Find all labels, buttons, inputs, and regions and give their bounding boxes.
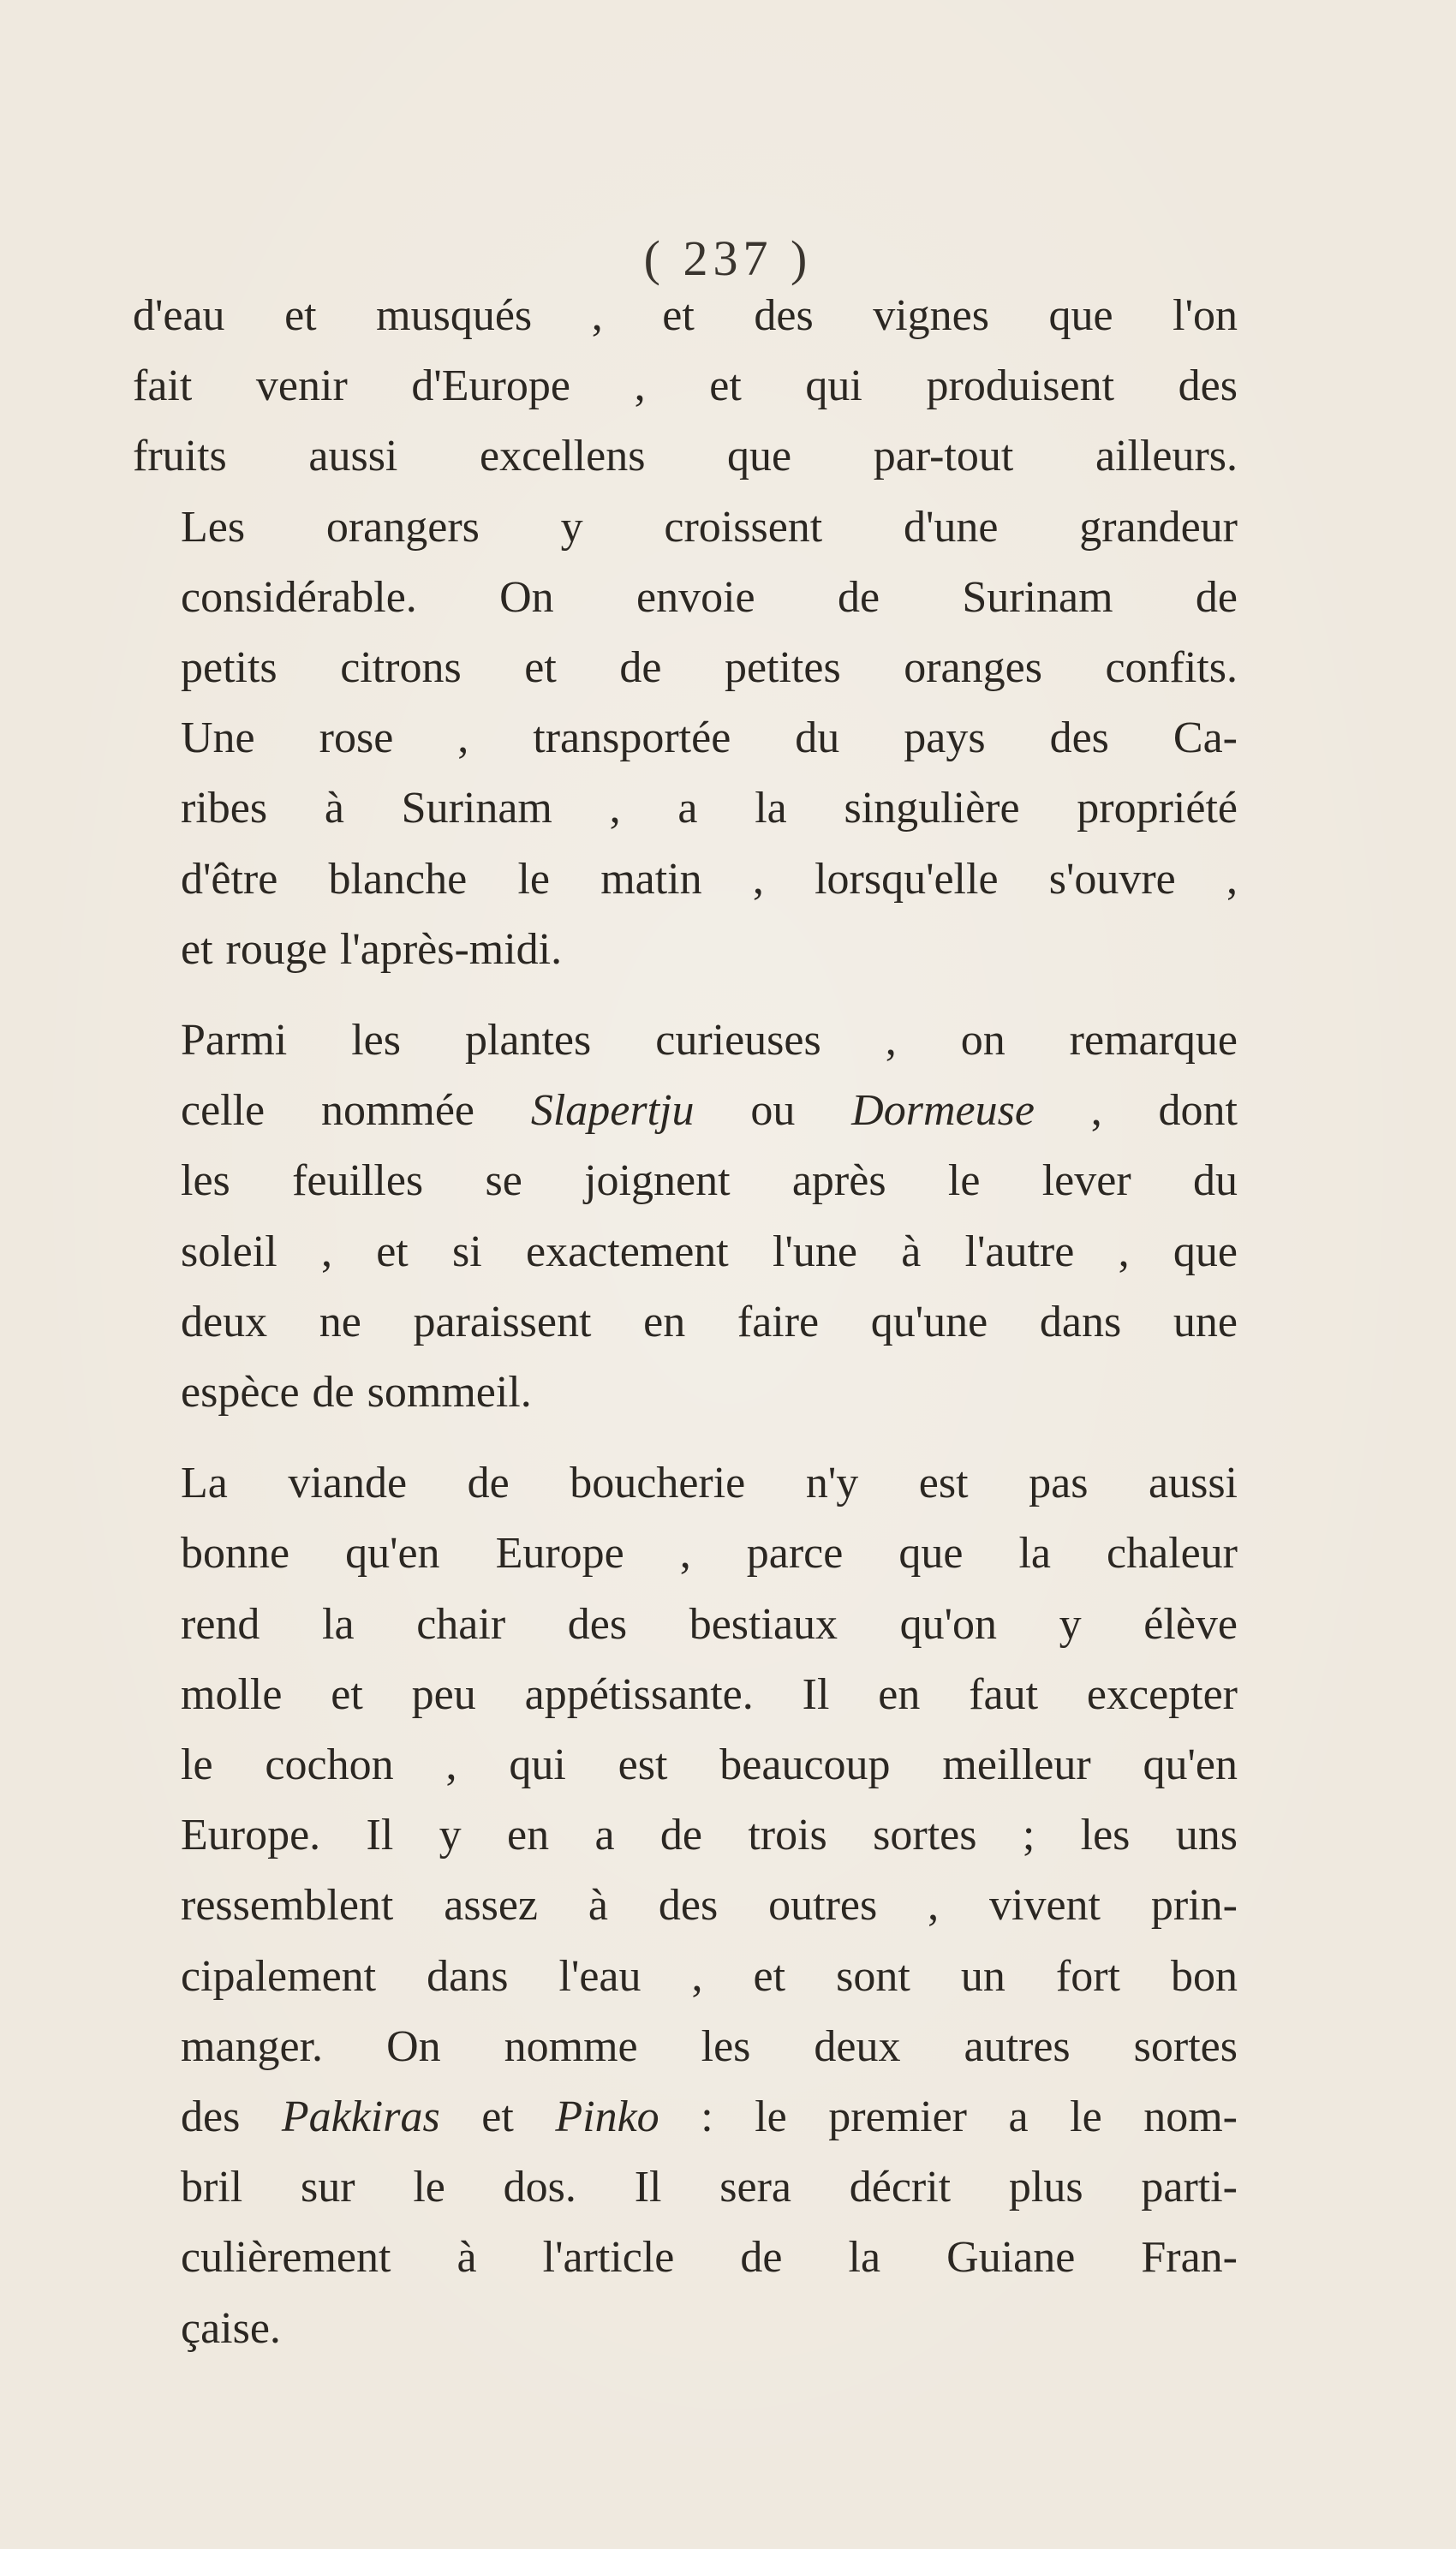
text-line: Europe. Il y en a de trois sortes ; les uns [181, 1811, 1238, 1860]
text-line: deux ne paraissent en faire qu'une dans une [181, 1297, 1238, 1346]
text-line: ribes à Surinam , a la singulière propriété [181, 784, 1238, 833]
text-line: d'être blanche le matin , lorsqu'elle s'ouvre , [181, 854, 1238, 904]
text-line [133, 1076, 1238, 1146]
text-run: : le premier a le nom- [659, 2092, 1238, 2142]
text-line: le cochon , qui est beaucoup meilleur qu'en [181, 1740, 1238, 1790]
text-line: petits citrons et de petites oranges confits. [181, 643, 1238, 693]
text-line: Parmi les plantes curieuses , on remarque [181, 1016, 1238, 1066]
italic-pig-name: Pakkiras [281, 2092, 440, 2142]
text-line: ressemblent assez à des outres , vivent prin- [181, 1881, 1238, 1931]
paragraph-3 [133, 703, 1238, 985]
text-line: fait venir d'Europe , et qui produisent des [133, 361, 1238, 411]
paragraph-4 [133, 1006, 1238, 1428]
text-line: manger. On nomme les deux autres sortes [181, 2021, 1238, 2071]
text-line: d'eau et musqués , et des vignes que l'on [133, 291, 1238, 340]
text-run: et [439, 2092, 556, 2142]
text-line: culièrement à l'article de la Guiane Fran- [181, 2233, 1238, 2283]
text-run: , dont [1034, 1086, 1238, 1136]
italic-plant-name: Dormeuse [851, 1086, 1035, 1136]
text-line: molle et peu appétissante. Il en faut excepter [181, 1669, 1238, 1719]
italic-plant-name: Slapertju [530, 1086, 695, 1136]
text-line: bril sur le dos. Il sera décrit plus parti- [181, 2163, 1238, 2212]
paragraph-1 [133, 281, 1238, 492]
text-line: bonne qu'en Europe , parce que la chaleur [181, 1529, 1238, 1579]
text-run: ou [694, 1086, 852, 1136]
text-line: considérable. On envoie de Surinam de [181, 572, 1238, 622]
text-line [133, 2082, 1238, 2152]
text-line: les feuilles se joignent après le lever du [181, 1156, 1238, 1206]
text-run: des [181, 2092, 282, 2142]
paragraph-5 [133, 1448, 1238, 2364]
page-body-text [133, 281, 1238, 2364]
text-run: celle nommée [181, 1086, 531, 1136]
text-line: La viande de boucherie n'y est pas aussi [181, 1459, 1238, 1508]
text-line: soleil , et si exactement l'une à l'autre , que [181, 1227, 1238, 1276]
text-line: et rouge l'après-midi. [181, 924, 563, 974]
text-line: espèce de sommeil. [181, 1368, 532, 1418]
text-line: rend la chair des bestiaux qu'on y élève [181, 1599, 1238, 1649]
text-line: Une rose , transportée du pays des Ca- [181, 713, 1238, 763]
text-line: fruits aussi excellens que par-tout ailleurs. [133, 432, 1238, 481]
italic-pig-name: Pinko [555, 2092, 659, 2142]
paragraph-2 [133, 492, 1238, 704]
text-line: cipalement dans l'eau , et sont un fort bon [181, 1951, 1238, 2001]
text-line: Les orangers y croissent d'une grandeur [181, 502, 1238, 552]
text-line: çaise. [181, 2303, 281, 2353]
page-number-header: ( 237 ) [643, 230, 813, 286]
